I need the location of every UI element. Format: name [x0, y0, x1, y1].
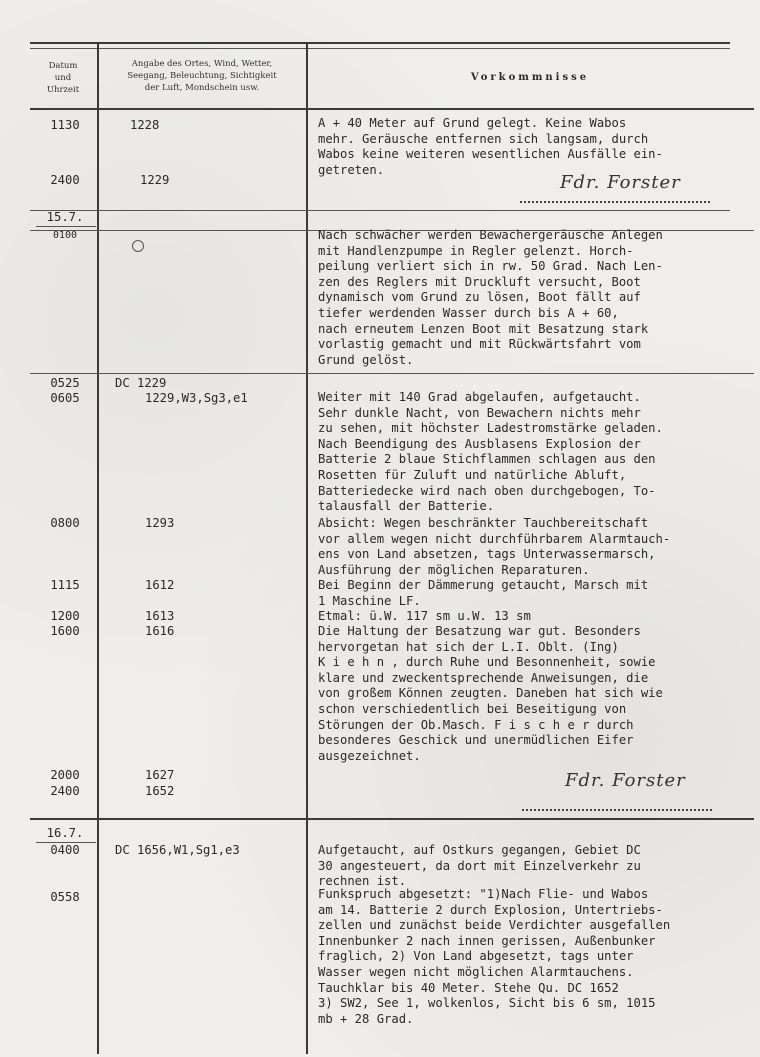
row-position: 1612 — [145, 578, 175, 592]
row-text — [318, 390, 754, 515]
header-date-line-3: Uhrzeit — [46, 85, 80, 95]
header-date-line-1: Datum — [48, 61, 78, 71]
row-text — [318, 624, 754, 764]
text-line: Batteriedecke wird nach oben durchgebogen, To- — [318, 483, 656, 498]
row-date: 0605 — [50, 391, 80, 405]
text-line: Batterie 2 blaue Stichflammen schlagen aus den — [318, 452, 656, 467]
text-line: talausfall der Batterie. — [318, 499, 495, 514]
row-position: 1229,W3,Sg3,e1 — [145, 391, 248, 405]
text-line: Innenbunker 2 nach innen gerissen, Außenbunker — [318, 933, 656, 948]
row-position: 1613 — [145, 609, 175, 623]
signature-dotted-line-second — [522, 808, 712, 811]
text-line: mb + 28 Grad. — [318, 1011, 414, 1026]
header-date — [30, 60, 96, 96]
row-date: 0400 — [50, 843, 80, 857]
row-position: DC 1229 — [115, 376, 167, 390]
text-line: tiefer werdenden Wasser durch bis A + 60, — [318, 305, 619, 320]
text-line: Nach Beendigung des Ausblasens Explosion der — [318, 436, 641, 451]
text-line: Grund gelöst. — [318, 352, 414, 367]
row-position: 1616 — [145, 624, 175, 638]
header-bottom-border — [30, 108, 754, 110]
text-line: Aufgetaucht, auf Ostkurs gegangen, Gebiet DC — [318, 843, 641, 857]
row-position: 1293 — [145, 516, 175, 530]
text-line: Ausführung der möglichen Reparaturen. — [318, 562, 590, 577]
header-position — [100, 58, 304, 94]
text-line: Wabos keine weiteren wesentlichen Ausfälle ein- — [318, 147, 663, 162]
text-line: zu sehen, mit höchster Ladestromstärke geladen. — [318, 421, 663, 436]
header-position-line-3: der Luft, Mondschein usw. — [144, 83, 260, 93]
date-underline — [36, 226, 96, 227]
text-line: ens von Land absetzen, tags Unterwassermarsch, — [318, 547, 656, 562]
day-separator-167 — [30, 818, 754, 820]
row-text — [318, 516, 754, 578]
row-date: 16.7. — [46, 826, 84, 840]
row-text — [318, 578, 754, 609]
row-text — [318, 228, 754, 368]
header-events: Vorkommnisse — [470, 72, 590, 83]
text-line: zellen und zunächst beide Verdichter ausgefallen — [318, 918, 671, 933]
text-line: besonderes Geschick und unermüdlichen Eifer — [318, 733, 634, 748]
text-line: 1 Maschine LF. — [318, 593, 421, 608]
text-line: Rosetten für Zuluft und natürliche Abluft, — [318, 467, 627, 482]
text-line: Absicht: Wegen beschränkter Tauchbereitschaft — [318, 516, 649, 530]
row-date: 2000 — [50, 768, 80, 782]
text-line: Nach schwächer werden Bewachergeräusche Anlegen — [318, 228, 663, 242]
header-position-line-1: Angabe des Ortes, Wind, Wetter, — [131, 59, 273, 69]
row-position: 1229 — [140, 173, 170, 187]
text-line: fraglich, 2) Von Land abgesetzt, tags unter — [318, 949, 634, 964]
row-date: 2400 — [50, 784, 80, 798]
row-date: 15.7. — [46, 210, 84, 224]
row-text — [318, 609, 754, 625]
row-text — [318, 887, 754, 1027]
text-line: klare und zweckentsprechende Anweisungen, die — [318, 670, 649, 685]
text-line: 30 angesteuert, da dort mit Einzelverkehr zu — [318, 858, 641, 873]
row-date: 0100 — [52, 230, 78, 241]
text-line: 3) SW2, See 1, wolkenlos, Sicht bis 6 sm, 1015 — [318, 996, 656, 1011]
row-date: 0525 — [50, 376, 80, 390]
text-line: Störungen der Ob.Masch. F i s c h e r durch — [318, 717, 634, 732]
row-date: 0558 — [50, 890, 80, 904]
row-position: 1652 — [145, 784, 175, 798]
pencil-mark — [132, 240, 144, 252]
text-line: von großem Können zeugten. Daneben hat sich wie — [318, 686, 663, 701]
row-position: DC 1656,W1,Sg1,e3 — [115, 843, 240, 857]
text-line: vor allem wegen nicht durchführbarem Alarmtauch- — [318, 531, 671, 546]
text-line: Weiter mit 140 Grad abgelaufen, aufgetaucht. — [318, 390, 641, 404]
text-line: schon verschiedentlich bei Beseitigung von — [318, 701, 627, 716]
signature-dotted-line — [520, 200, 710, 203]
day-separator — [30, 210, 730, 211]
row-date: 2400 — [50, 173, 80, 187]
row-text — [318, 116, 754, 178]
column-divider-position — [306, 44, 308, 1054]
header-position-line-2: Seegang, Beleuchtung, Sichtigkeit — [127, 71, 277, 81]
text-line: K i e h n , durch Ruhe und Besonnenheit, sowie — [318, 655, 656, 670]
text-line: nach erneutem Lenzen Boot mit Besatzung stark — [318, 321, 649, 336]
row-position: 1228 — [130, 118, 160, 132]
row-date: 1115 — [50, 578, 80, 592]
row-date: 1600 — [50, 624, 80, 638]
text-line: am 14. Batterie 2 durch Explosion, Untertriebs- — [318, 902, 663, 917]
row-position: 1627 — [145, 768, 175, 782]
signature-second: Fdr. Forster — [565, 770, 686, 791]
text-line: A + 40 Meter auf Grund gelegt. Keine Wabos — [318, 116, 627, 130]
row-separator — [30, 373, 754, 374]
text-line: Etmal: ü.W. 117 sm u.W. 13 sm — [318, 609, 531, 623]
text-line: peilung verliert sich in rw. 50 Grad. Nach Len- — [318, 259, 663, 274]
text-line: rechnen ist. — [318, 874, 407, 889]
row-text — [318, 843, 754, 890]
text-line: mehr. Geräusche entfernen sich langsam, durch — [318, 131, 649, 146]
text-line: Wasser wegen nicht möglichen Alarmtauchens. — [318, 964, 634, 979]
top-border-inner — [30, 48, 730, 49]
row-date: 1200 — [50, 609, 80, 623]
text-line: getreten. — [318, 162, 385, 177]
text-line: Sehr dunkle Nacht, von Bewachern nichts mehr — [318, 405, 641, 420]
text-line: hervorgetan hat sich der L.I. Oblt. (Ing) — [318, 639, 619, 654]
row-date: 1130 — [50, 118, 80, 132]
text-line: Die Haltung der Besatzung war gut. Besonders — [318, 624, 641, 638]
text-line: ausgezeichnet. — [318, 748, 421, 763]
row-date: 0800 — [50, 516, 80, 530]
signature: Fdr. Forster — [560, 172, 681, 193]
text-line: dynamisch vom Grund zu lösen, Boot fällt auf — [318, 290, 641, 305]
text-line: zen des Reglers mit Druckluft versucht, Boot — [318, 274, 641, 289]
header-date-line-2: und — [54, 73, 72, 83]
top-border — [30, 42, 730, 44]
text-line: Bei Beginn der Dämmerung getaucht, Marsch mit — [318, 578, 649, 592]
text-line: Tauchklar bis 40 Meter. Stehe Qu. DC 1652 — [318, 980, 619, 995]
text-line: mit Handlenzpumpe in Regler gelenzt. Horch- — [318, 243, 634, 258]
text-line: Funkspruch abgesetzt: "1)Nach Flie- und Wabos — [318, 887, 649, 901]
text-line: vorlastig gemacht und mit Rückwärtsfahrt vom — [318, 337, 641, 352]
